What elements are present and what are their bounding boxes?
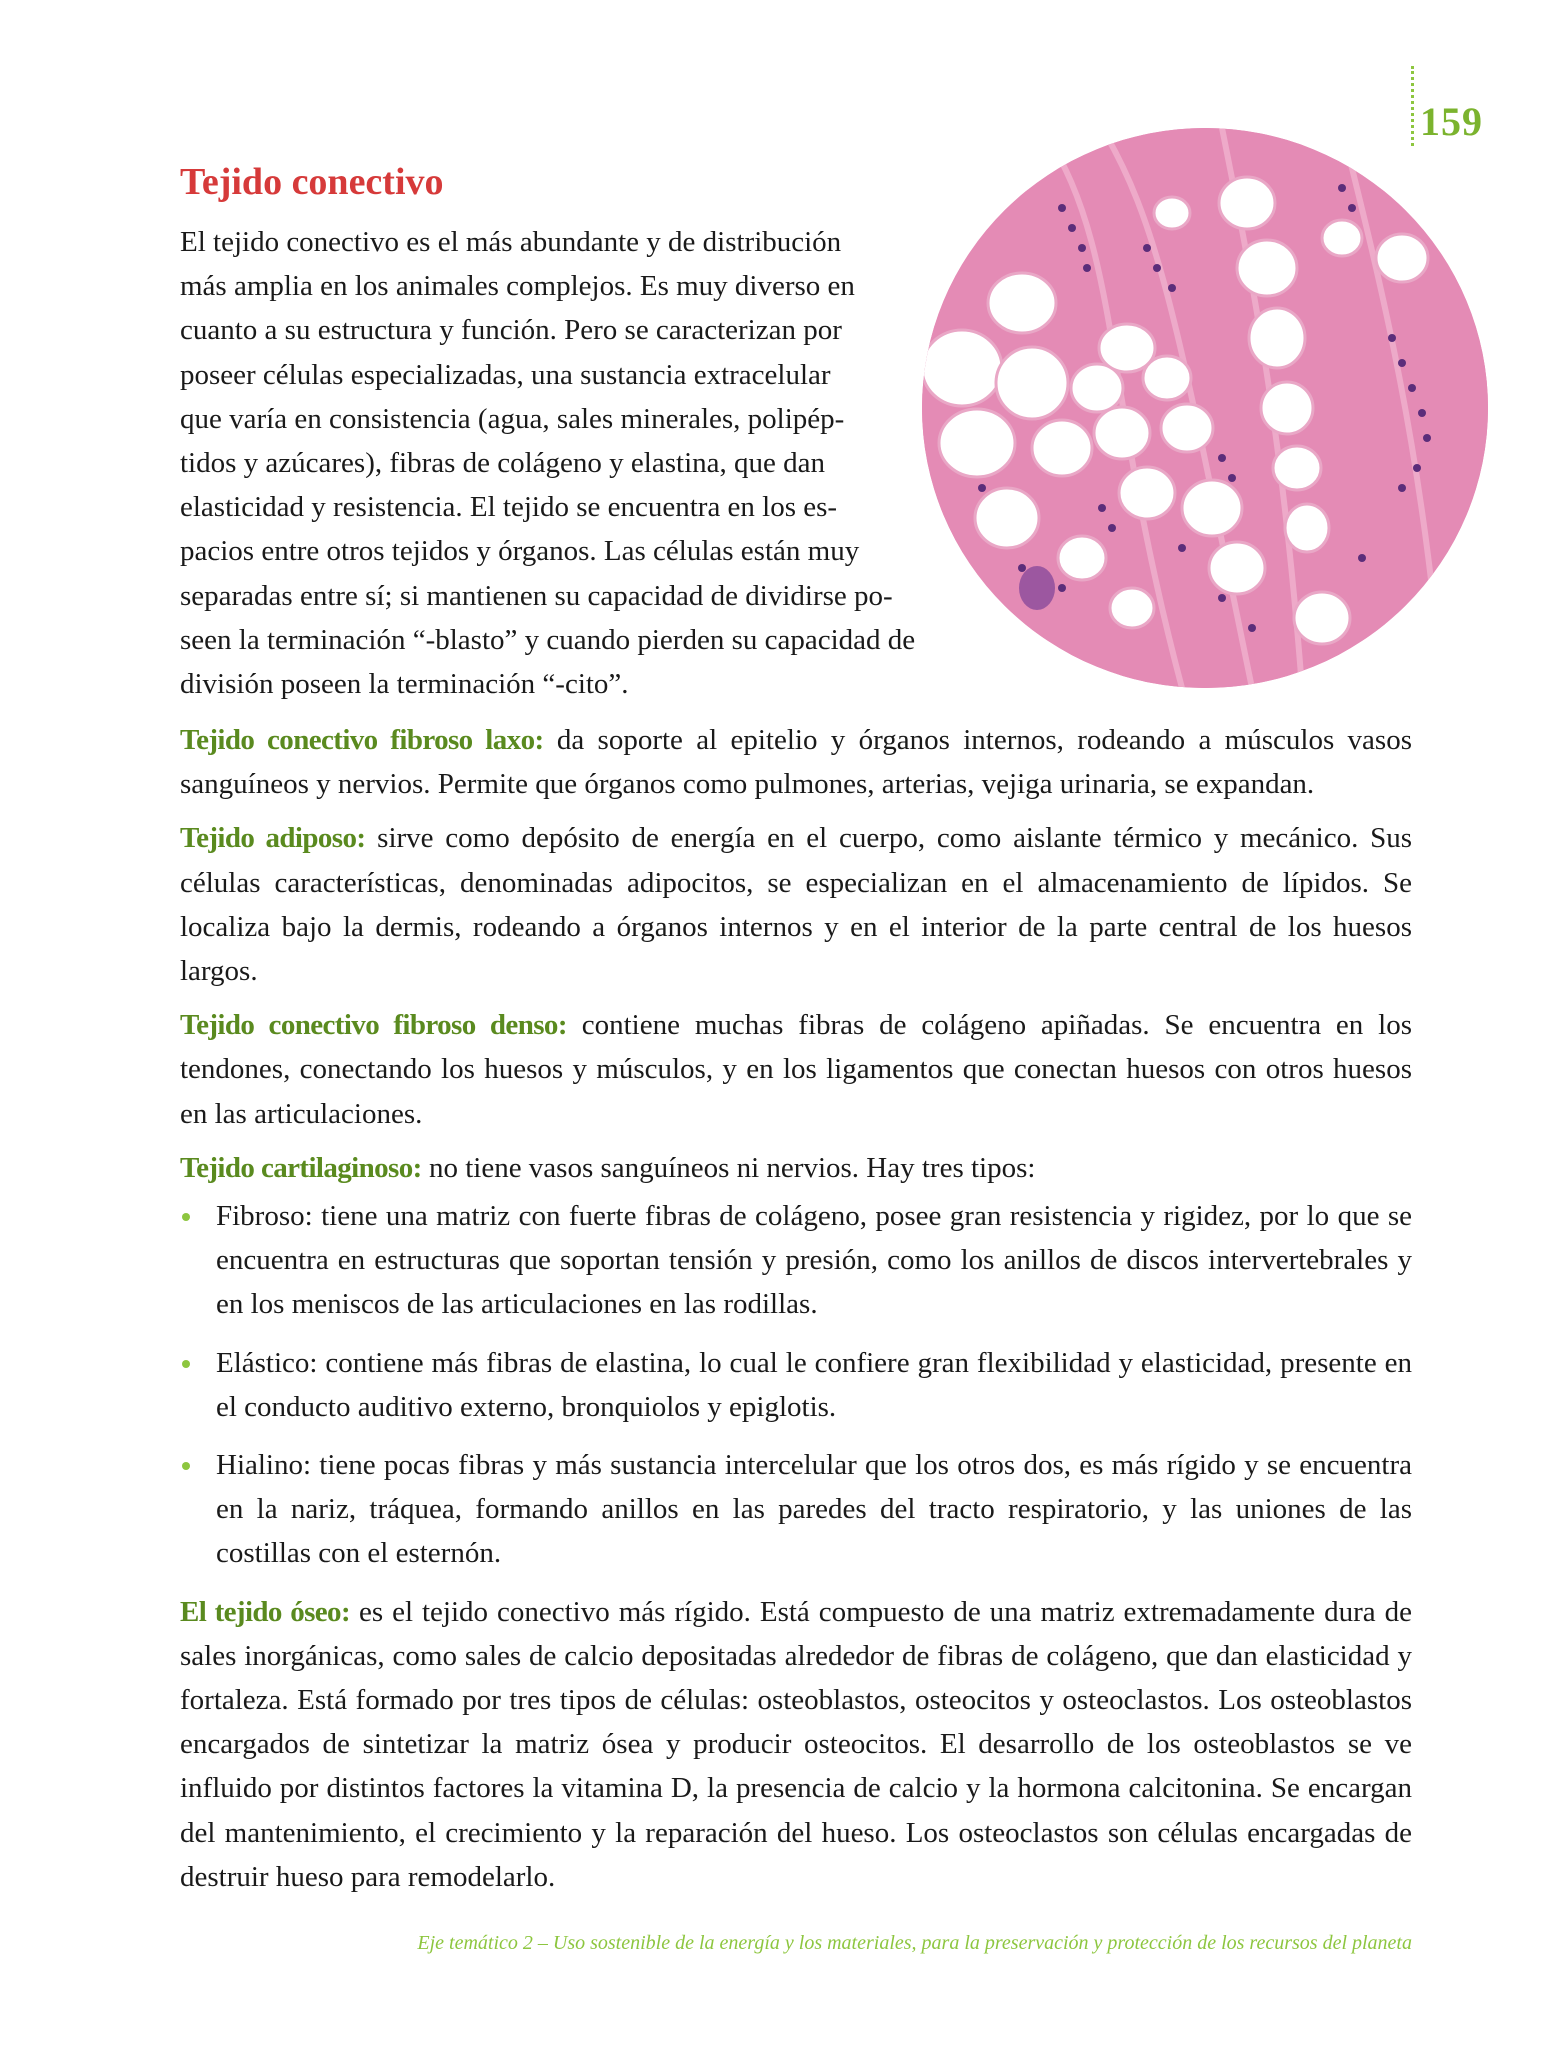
section-text: contiene muchas fibras de colágeno apiñadas. Se encuentra en los tendones, conectando los huesos y músculos, y en los ligamentos que conectan huesos con otros huesos en las articulaciones. — [180, 1009, 1412, 1130]
list-item-text: Elástico: contiene más fibras de elastina, lo cual le confiere gran flexibilidad y elasticidad, presente en el conducto auditivo externo, bronquiolos y epiglotis. — [216, 1346, 1412, 1423]
bullet-icon — [182, 1462, 190, 1470]
section-heading: Tejido cartilaginoso: — [180, 1151, 422, 1184]
intro-line: cuanto a su estructura y función. Pero se caracterizan por — [180, 314, 842, 347]
intro-line: pacios entre otros tejidos y órganos. Las células están muy — [180, 535, 860, 568]
intro-line: separadas entre sí; si mantienen su capacidad de dividirse po- — [180, 579, 893, 612]
section-heading: Tejido adiposo: — [180, 822, 366, 855]
intro-line: poseer células especializadas, una sustancia extracelular — [180, 358, 831, 391]
bullet-icon — [182, 1360, 190, 1368]
section-text: da soporte al epitelio y órganos internos, rodeando a músculos vasos sanguíneos y nervios. Permite que órganos como pulmones, arterias, vejiga urinaria, se expandan. — [180, 724, 1413, 801]
page-footer: Eje temático 2 – Uso sostenible de la energía y los materiales, para la preservación y protección de los recursos del planeta — [417, 1932, 1412, 1954]
section-title: Tejido conectivo — [180, 161, 444, 203]
intro-line: más amplia en los animales complejos. Es muy diverso en — [180, 270, 855, 303]
section-oseo — [180, 1590, 1412, 1899]
list-item-text: Hialino: tiene pocas fibras y más sustancia intercelular que los otros dos, es más rígido y se encuentra en la nariz, tráquea, formando anillos en las paredes del tracto respiratorio, y las uniones de las costillas con el esternón. — [216, 1449, 1412, 1570]
page-number-divider — [1411, 66, 1414, 146]
section-cartilaginoso — [180, 1146, 1412, 1190]
section-fibroso-laxo — [180, 718, 1412, 806]
micrograph-image-icon — [922, 128, 1488, 688]
page-number: 159 — [1420, 99, 1483, 144]
section-text: no tiene vasos sanguíneos ni nervios. Hay tres tipos: — [421, 1151, 1036, 1184]
list-item-hialino — [180, 1443, 1412, 1576]
list-item-elastico — [180, 1341, 1412, 1429]
cartilage-types-list — [180, 1194, 1412, 1576]
intro-line: El tejido conectivo es el más abundante y de distribución — [180, 226, 842, 258]
intro-line: elasticidad y resistencia. El tejido se encuentra en los es- — [180, 491, 838, 524]
intro-line: tidos y azúcares), fibras de colágeno y elastina, que dan — [180, 447, 825, 480]
intro-line: que varía en consistencia (agua, sales minerales, polipép- — [180, 402, 845, 435]
section-heading: El tejido óseo: — [180, 1595, 351, 1628]
list-item-text: Fibroso: tiene una matriz con fuerte fibras de colágeno, posee gran resistencia y rigidez, por lo que se encuentra en estructuras que soportan tensión y presión, como los anillos de discos intervertebrales y en los meniscos de las articulaciones en las rodillas. — [216, 1200, 1412, 1321]
section-text: sirve como depósito de energía en el cuerpo, como aislante térmico y mecánico. Sus células características, denominadas adipocitos, se especializan en el almacenamiento de lípidos. Se localiza bajo la dermis, rodeando a órganos internos y en el interior de la parte central de los huesos largos. — [180, 822, 1412, 988]
intro-line: seen la terminación “-blasto” y cuando pierden su capacidad de — [180, 623, 916, 656]
bullet-icon — [182, 1213, 190, 1221]
section-adiposo — [180, 816, 1412, 993]
section-fibroso-denso — [180, 1003, 1412, 1136]
intro-paragraph — [180, 220, 940, 706]
body-content — [180, 718, 1412, 1909]
section-text: es el tejido conectivo más rígido. Está compuesto de una matriz extremadamente dura de sales inorgánicas, como sales de calcio depositadas alrededor de fibras de colágeno, que dan elasticidad y fortaleza. Está formado por tres tipos de células: osteoblastos, osteocitos y osteoclastos. Los osteoblastos encargados de sintetizar la matriz ósea y producir osteocitos. El desarrollo de los osteoblastos se ve influido por distintos factores la vitamina D, la presencia de calcio y la hormona calcitonina. Se encargan del mantenimiento, el crecimiento y la reparación del hueso. Los osteoclastos son células encargadas de destruir hueso para remodelarlo. — [180, 1595, 1412, 1893]
section-heading: Tejido conectivo fibroso laxo: — [180, 724, 544, 756]
intro-line: división poseen la terminación “-cito”. — [180, 668, 629, 701]
list-item-fibroso — [180, 1194, 1412, 1327]
section-heading: Tejido conectivo fibroso denso: — [180, 1009, 567, 1042]
connective-tissue-micrograph — [922, 128, 1488, 688]
